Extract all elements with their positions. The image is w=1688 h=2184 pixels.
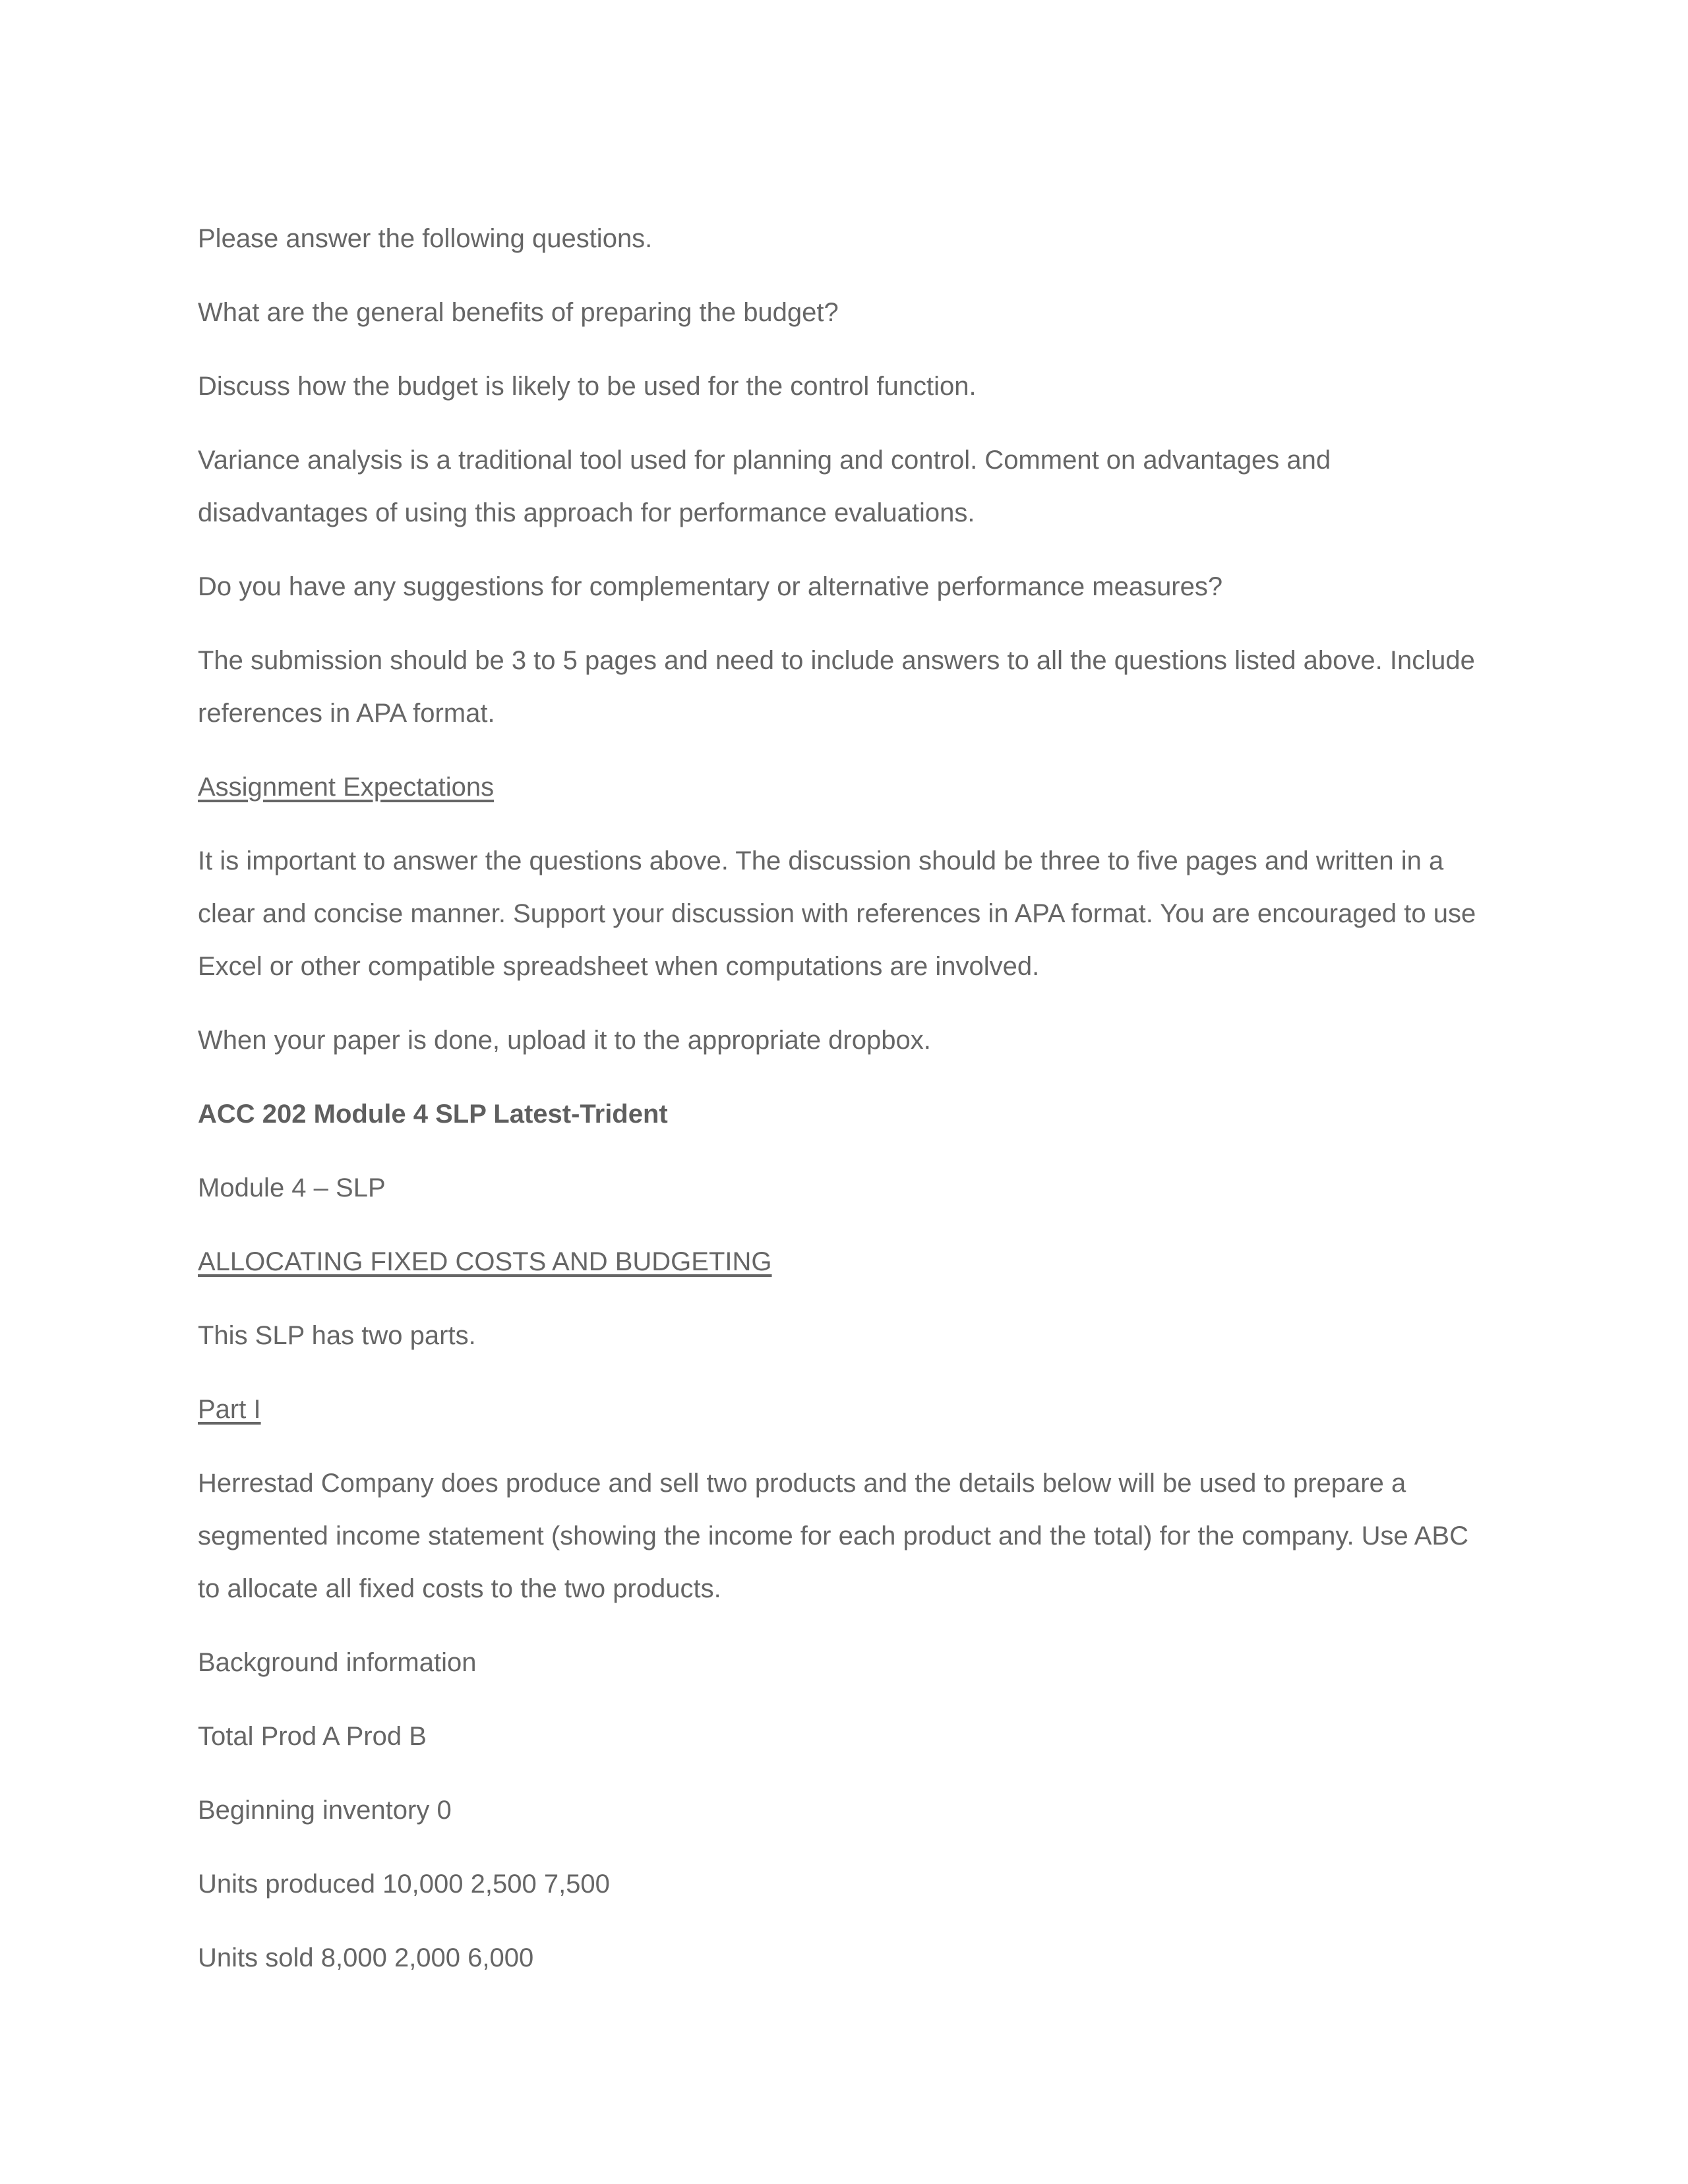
question-control-function: Discuss how the budget is likely to be used for the control function. bbox=[198, 372, 977, 401]
data-row-units-produced: Units produced 10,000 2,500 7,500 bbox=[198, 1870, 610, 1899]
question-budget-benefits: What are the general benefits of preparing the budget? bbox=[198, 298, 839, 327]
paragraph-module-label: Module 4 – SLP bbox=[198, 1173, 386, 1202]
data-row-beginning-inventory: Beginning inventory 0 bbox=[198, 1796, 452, 1825]
paragraph-upload-instructions: When your paper is done, upload it to the appropriate dropbox. bbox=[198, 1026, 931, 1055]
data-row-header: Total Prod A Prod B bbox=[198, 1722, 427, 1751]
paragraph-expectations-detail: It is important to answer the questions above. The discussion should be three to five pages and written in a clear and concise manner. Support your discussion with references in APA format. You are encouraged to use Excel or other compatible spreadsheet when computations are involved. bbox=[198, 846, 1476, 981]
document-body bbox=[198, 212, 1490, 2005]
paragraph-submission-requirements: The submission should be 3 to 5 pages and need to include answers to all the questions listed above. Include references in APA format. bbox=[198, 646, 1475, 728]
heading-allocating-fixed-costs: ALLOCATING FIXED COSTS AND BUDGETING bbox=[198, 1247, 772, 1276]
question-variance-analysis: Variance analysis is a traditional tool used for planning and control. Comment on advantages and disadvantages of using this approach for performance evaluations. bbox=[198, 446, 1331, 527]
paragraph-intro: Please answer the following questions. bbox=[198, 224, 653, 253]
question-alternative-measures: Do you have any suggestions for complementary or alternative performance measures? bbox=[198, 572, 1223, 601]
heading-course-title: ACC 202 Module 4 SLP Latest-Trident bbox=[198, 1100, 668, 1129]
heading-assignment-expectations: Assignment Expectations bbox=[198, 773, 495, 802]
paragraph-two-parts: This SLP has two parts. bbox=[198, 1321, 476, 1350]
data-row-units-sold: Units sold 8,000 2,000 6,000 bbox=[198, 1943, 534, 1972]
paragraph-background-information: Background information bbox=[198, 1648, 477, 1677]
heading-part-one: Part I bbox=[198, 1395, 261, 1424]
paragraph-herrestad-company: Herrestad Company does produce and sell two products and the details below will be used to prepare a segmented income statement (showing the income for each product and the total) for the company. Use ABC to allocate all fixed costs to the two products. bbox=[198, 1469, 1468, 1603]
